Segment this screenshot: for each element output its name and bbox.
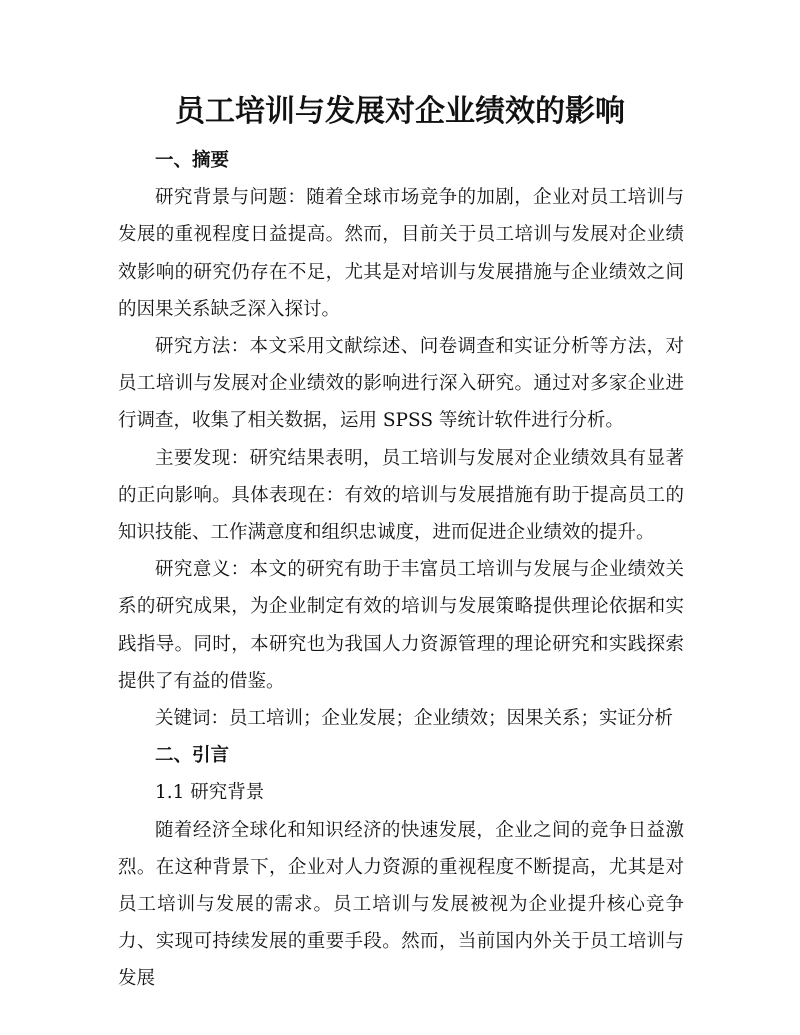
abstract-paragraph-significance: 研究意义：本文的研究有助于丰富员工培训与发展与企业绩效关系的研究成果，为企业制定有效的培训与发展策略提供理论依据和实践指导。同时，本研究也为我国人力资源管理的理论研究和实践探索提供了有益的借鉴。 bbox=[118, 559, 684, 692]
subsection-heading: 1.1 研究背景 bbox=[155, 782, 265, 804]
document-body bbox=[118, 142, 684, 998]
keywords-line: 关键词：员工培训；企业发展；企业绩效；因果关系；实证分析 bbox=[155, 708, 674, 730]
abstract-paragraph-findings: 主要发现：研究结果表明，员工培训与发展对企业绩效具有显著的正向影响。具体表现在：有效的培训与发展措施有助于提高员工的知识技能、工作满意度和组织忠诚度，进而促进企业绩效的提升。 bbox=[118, 447, 684, 544]
abstract-heading: 一、摘要 bbox=[155, 150, 230, 171]
intro-paragraph: 随着经济全球化和知识经济的快速发展，企业之间的竞争日益激烈。在这种背景下，企业对人力资源的重视程度不断提高，尤其是对员工培训与发展的需求。员工培训与发展被视为企业提升核心竞争力、实现可持续发展的重要手段。然而，当前国内外关于员工培训与发展 bbox=[118, 819, 684, 990]
document-title: 员工培训与发展对企业绩效的影响 bbox=[175, 94, 625, 129]
abstract-paragraph-methods: 研究方法：本文采用文献综述、问卷调查和实证分析等方法，对员工培训与发展对企业绩效的影响进行深入研究。通过对多家企业进行调查，收集了相关数据，运用 SPSS 等统计软件进行分析。 bbox=[118, 336, 684, 432]
intro-heading: 二、引言 bbox=[155, 745, 230, 767]
abstract-paragraph-background: 研究背景与问题：随着全球市场竞争的加剧，企业对员工培训与发展的重视程度日益提高。然而，目前关于员工培训与发展对企业绩效影响的研究仍存在不足，尤其是对培训与发展措施与企业绩效之间的因果关系缺乏深入探讨。 bbox=[118, 187, 684, 320]
